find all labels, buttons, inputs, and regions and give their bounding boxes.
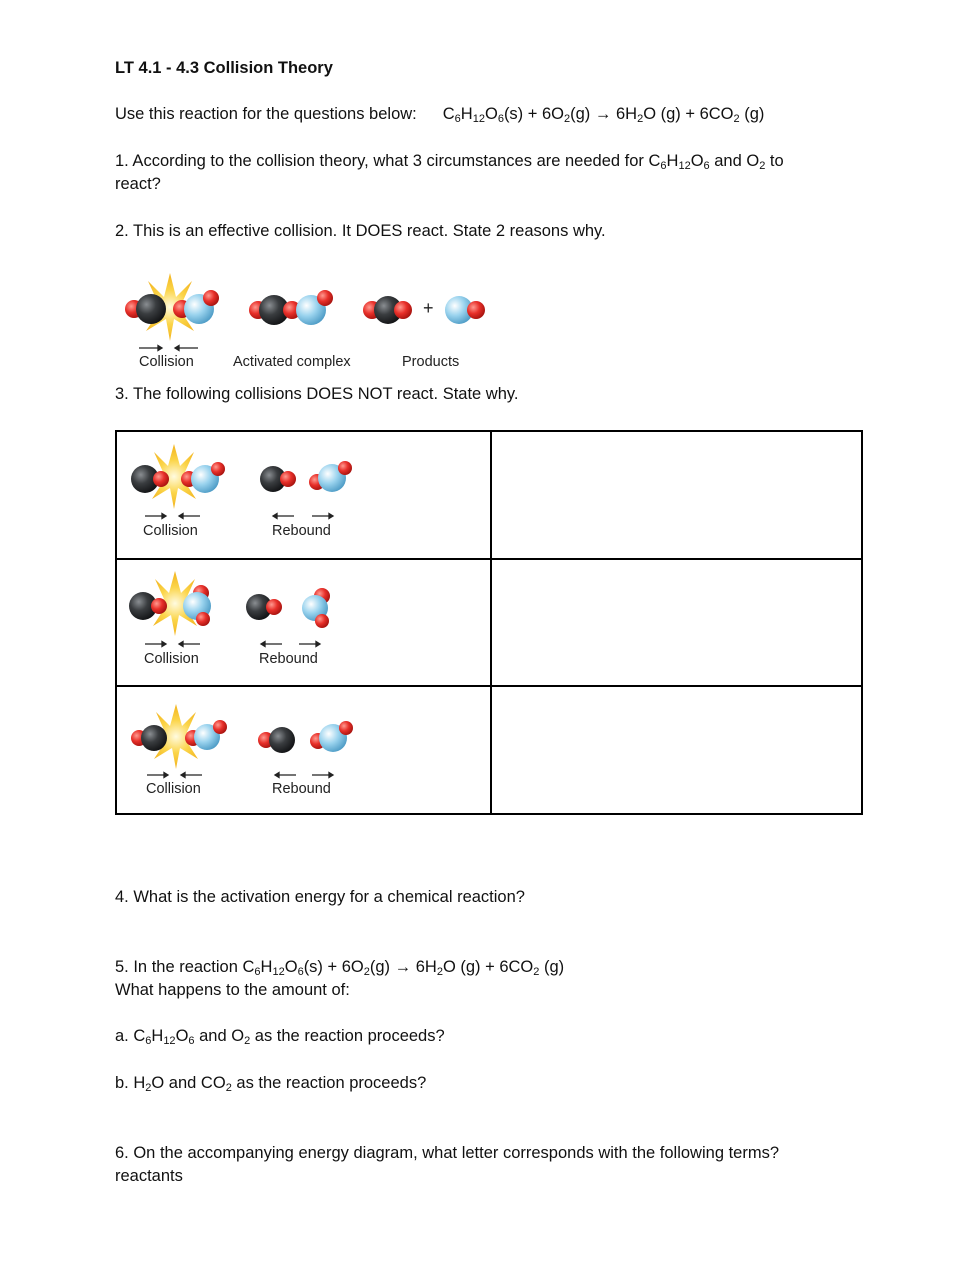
oxygen-atom-icon (339, 721, 353, 735)
arrows-icon (145, 642, 200, 647)
intro-line (115, 105, 764, 124)
table-row (117, 687, 490, 815)
question-2: 2. This is an effective collision. It DOES react. State 2 reasons why. (115, 222, 606, 240)
oxygen-atom-icon (153, 471, 169, 487)
question-1: 1. According to the collision theory, what 3 circumstances are needed for $C_6H_{12}O_6$ and $O_2$ to (115, 152, 784, 172)
carbon-atom-icon (141, 725, 167, 751)
question-1-line-2: react? (115, 175, 161, 193)
non-effective-collisions-table (115, 430, 863, 815)
oxygen-atom-icon (467, 301, 485, 319)
page-title: LT 4.1 - 4.3 Collision Theory (115, 59, 333, 77)
oxygen-atom-icon (394, 301, 412, 319)
answer-cell[interactable] (492, 560, 863, 685)
oxygen-atom-icon (280, 471, 296, 487)
answer-cell[interactable] (492, 687, 863, 815)
effective-collision-figure (118, 268, 498, 378)
carbon-atom-icon (269, 727, 295, 753)
table-row (117, 432, 490, 558)
oxygen-atom-icon (151, 598, 167, 614)
question-6-term: reactants (115, 1167, 183, 1185)
question-6: 6. On the accompanying energy diagram, what letter corresponds with the following terms? (115, 1144, 780, 1162)
oxygen-atom-icon (317, 290, 333, 306)
q5-equation: $C_6H_{12}O_6(s) + 6O_2(g) \to 6H_2O$ $(g) + 6CO_2$ (g) (242, 958, 565, 978)
oxygen-atom-icon (213, 720, 227, 734)
question-5a: a. $C_6H_{12}O_6$ and $O_2$ as the reaction proceeds? (115, 1027, 445, 1047)
collision-rebound-svg (117, 432, 490, 558)
question-5-line-2: What happens to the amount of: (115, 981, 350, 999)
caption-rebound: Rebound (272, 523, 331, 539)
arrows-icon (147, 773, 202, 778)
caption-activated-complex: Activated complex (233, 354, 351, 370)
table-row (117, 560, 490, 685)
intro-prefix: Use this reaction for the questions below: (115, 105, 417, 123)
oxygen-atom-icon (338, 461, 352, 475)
arrows-icon (273, 514, 333, 519)
carbon-atom-icon (136, 294, 166, 324)
caption-collision: Collision (139, 354, 194, 370)
caption-rebound: Rebound (259, 651, 318, 667)
arrows-icon (145, 514, 200, 519)
arrows-icon (139, 346, 198, 351)
intro-equation: $C_6H_{12}O_6(s) + 6O_2(g) \to 6H_2O$ $(g) + 6CO_2$ (g) (442, 105, 765, 125)
oxygen-atom-icon (211, 462, 225, 476)
caption-products: Products (402, 354, 460, 370)
question-4: 4. What is the activation energy for a chemical reaction? (115, 888, 525, 906)
arrows-icon (261, 642, 320, 647)
caption-rebound: Rebound (272, 781, 331, 797)
caption-collision: Collision (143, 523, 198, 539)
question-5b: b. $H_2O$ and $CO_2$ as the reaction proceeds? (115, 1074, 427, 1094)
question-3: 3. The following collisions DOES NOT react. State why. (115, 385, 519, 403)
caption-collision: Collision (146, 781, 201, 797)
oxygen-atom-icon (266, 599, 282, 615)
plus-sign: + (423, 298, 434, 318)
caption-collision: Collision (144, 651, 199, 667)
oxygen-atom-icon (315, 614, 329, 628)
question-5: 5. In the reaction $C_6H_{12}O_6(s) + 6O_2(g) \to 6H_2O$ $(g) + 6CO_2$ (g) (115, 958, 565, 978)
answer-cell[interactable] (492, 432, 863, 558)
oxygen-atom-icon (196, 612, 210, 626)
arrows-icon (275, 773, 333, 778)
oxygen-atom-icon (203, 290, 219, 306)
